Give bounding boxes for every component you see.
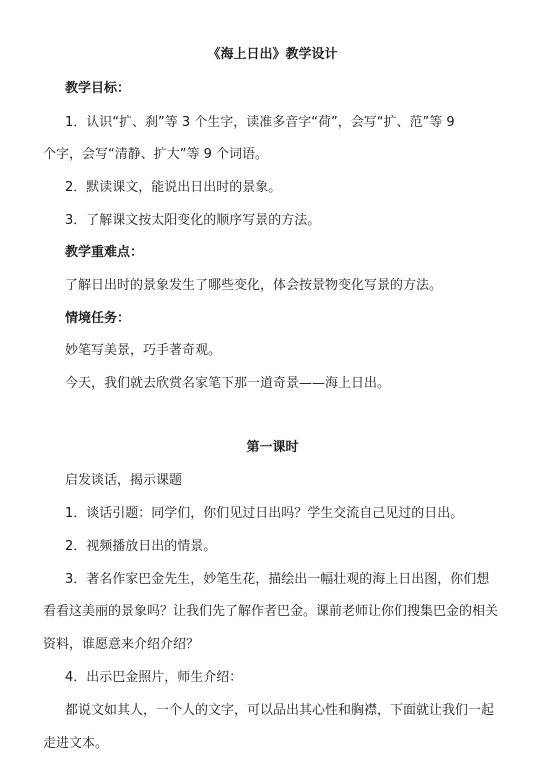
lesson-1-intro: 启发谈话，揭示课题 — [65, 473, 183, 488]
situation-task-heading: 情境任务： — [65, 311, 131, 326]
lesson-1-step-2: 2．视频播放日出的情景。 — [65, 539, 217, 554]
situation-task-line-2: 今天，我们就去欣赏名家笔下那一道奇景——海上日出。 — [65, 376, 391, 391]
lesson-1-step-4: 4．出示巴金照片，师生介绍： — [65, 670, 243, 685]
lesson-1-paragraph-line-2: 走进文本。 — [43, 736, 109, 751]
objective-item-1-line-1: 1．认识“扩、刹”等 3 个生字，读准多音字“荷”，会写“扩、范”等 9 — [65, 115, 455, 130]
lesson-1-step-3-line-2: 看看这美丽的景象吗？让我们先了解作者巴金。课前老师让你们搜集巴金的相关 — [43, 604, 499, 619]
lesson-1-step-1: 1．谈话引题：同学们，你们见过日出吗？学生交流自己见过的日出。 — [65, 506, 464, 521]
lesson-1-paragraph-line-1: 都说文如其人，一个人的文字，可以品出其心性和胸襟，下面就让我们一起 — [65, 703, 495, 718]
lesson-1-heading: 第一课时 — [246, 440, 299, 455]
objectives-heading: 教学目标： — [65, 81, 131, 96]
situation-task-line-1: 妙笔写美景，巧手著奇观。 — [65, 343, 222, 358]
lesson-1-step-3-line-1: 3．著名作家巴金先生，妙笔生花，描绘出一幅壮观的海上日出图，你们想 — [65, 572, 490, 587]
objective-item-3: 3．了解课文按太阳变化的顺序写景的方法。 — [65, 213, 321, 228]
document-title: 《海上日出》教学设计 — [207, 47, 338, 62]
objective-item-1-line-2: 个字，会写“清静、扩大”等 9 个词语。 — [43, 147, 269, 162]
key-points-text: 了解日出时的景象发生了哪些变化，体会按景物变化写景的方法。 — [65, 278, 443, 293]
objective-item-2: 2．默读课文，能说出日出时的景象。 — [65, 180, 282, 195]
lesson-1-step-3-line-3: 资料，谁愿意来介绍介绍？ — [43, 637, 200, 652]
key-points-heading: 教学重难点： — [65, 245, 144, 260]
